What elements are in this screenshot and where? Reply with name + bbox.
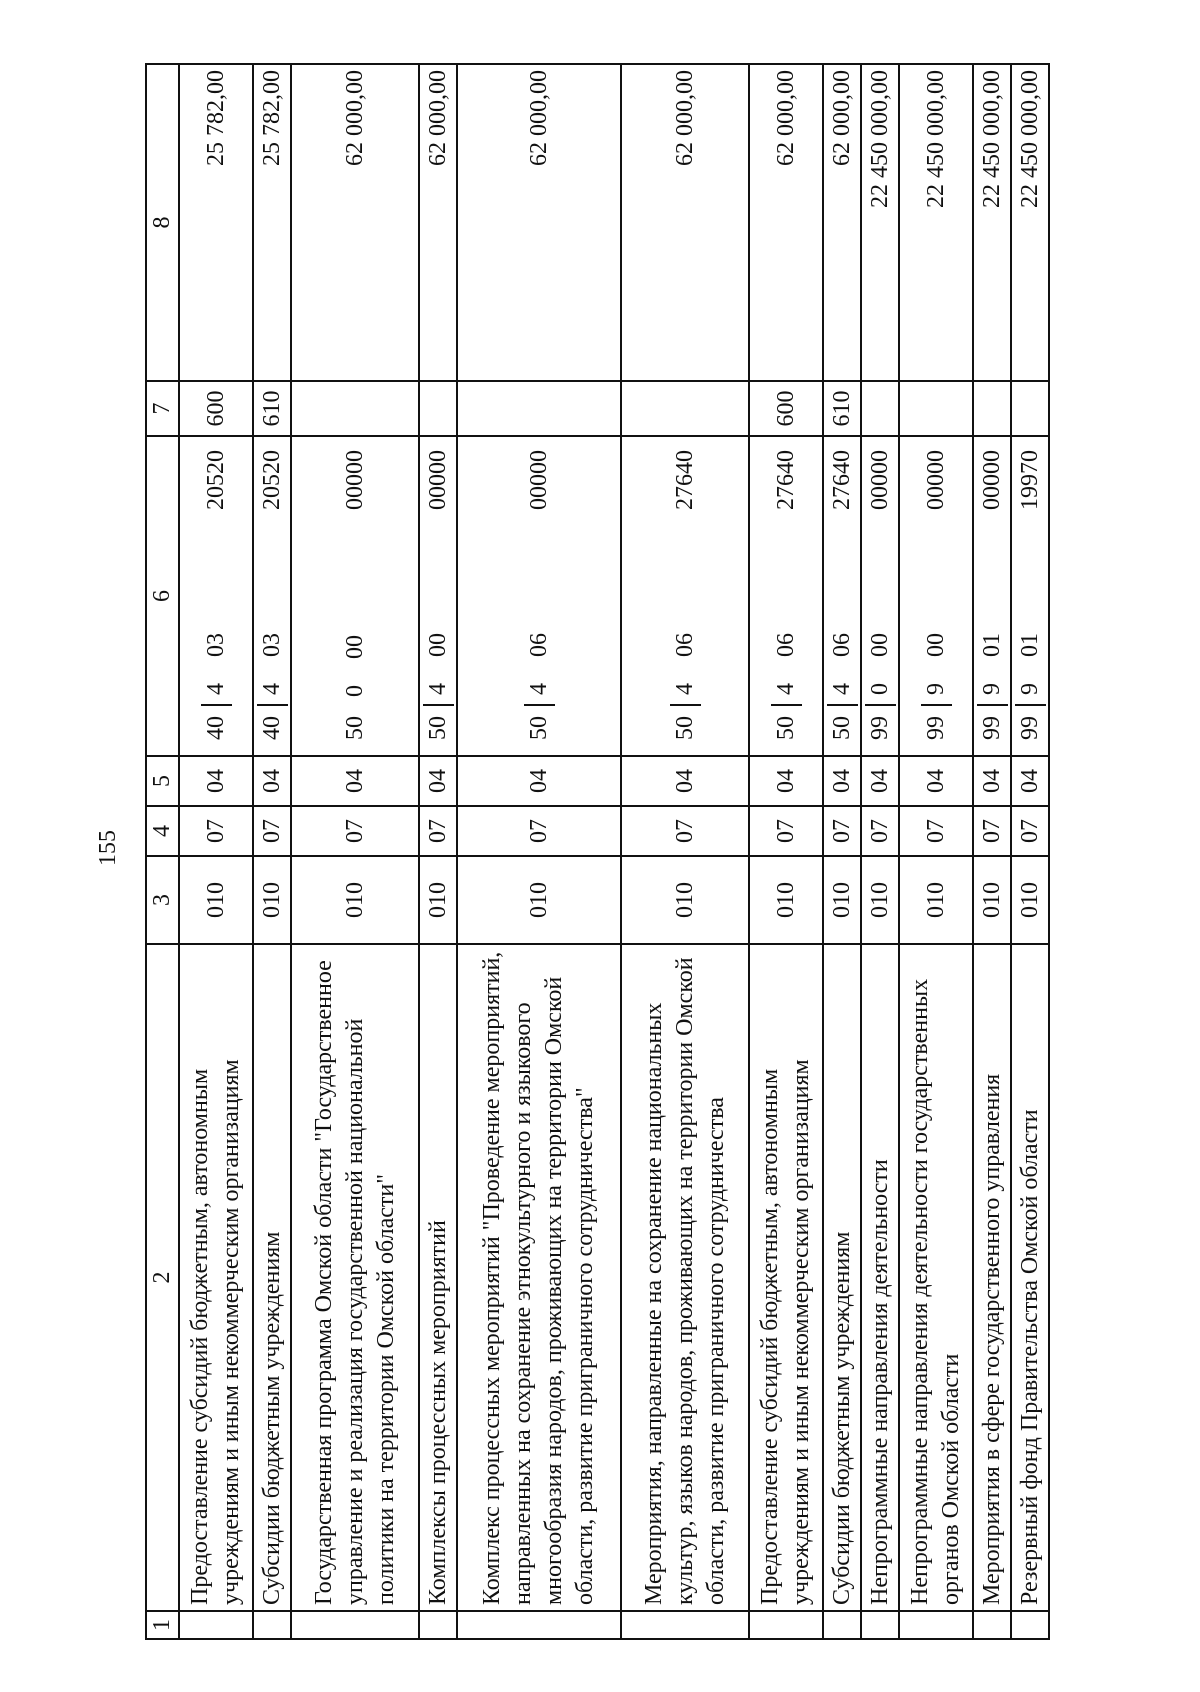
admin-code-cell: 010 bbox=[291, 856, 419, 944]
direction-code: 27640 bbox=[671, 450, 698, 510]
target-article-cell bbox=[179, 436, 253, 756]
event-code: 00 bbox=[424, 633, 451, 657]
section-code-cell: 07 bbox=[457, 806, 621, 856]
event-code: 06 bbox=[828, 633, 855, 657]
admin-code-cell: 010 bbox=[899, 856, 973, 944]
amount-cell: 25 782,00 bbox=[253, 64, 291, 381]
section-code-cell: 07 bbox=[419, 806, 457, 856]
row-index-cell bbox=[823, 1611, 861, 1639]
amount-cell: 62 000,00 bbox=[291, 64, 419, 381]
expense-type-cell bbox=[457, 381, 621, 436]
amount-cell: 62 000,00 bbox=[621, 64, 749, 381]
subsection-code-cell: 04 bbox=[861, 756, 899, 806]
table-row bbox=[621, 64, 749, 1639]
subprogram-code: 9 bbox=[978, 683, 1005, 695]
row-index-cell bbox=[861, 1611, 899, 1639]
row-name-cell: Государственная программа Омской области "Государственное управление и реализация государственной национальной политики на территории Омской области" bbox=[291, 944, 419, 1611]
section-code-cell: 07 bbox=[899, 806, 973, 856]
event-code: 00 bbox=[866, 633, 893, 657]
program-code: 40 bbox=[201, 704, 232, 750]
direction-code: 00000 bbox=[341, 450, 368, 510]
subprogram-code: 4 bbox=[258, 683, 285, 695]
target-article-parts bbox=[257, 442, 288, 750]
subprogram-code: 4 bbox=[202, 683, 229, 695]
amount-cell: 22 450 000,00 bbox=[899, 64, 973, 381]
section-code-cell: 07 bbox=[973, 806, 1011, 856]
expense-type-cell bbox=[899, 381, 973, 436]
admin-code-cell: 010 bbox=[457, 856, 621, 944]
subsection-code-cell: 04 bbox=[253, 756, 291, 806]
admin-code-cell: 010 bbox=[861, 856, 899, 944]
admin-code-cell: 010 bbox=[253, 856, 291, 944]
subsection-code-cell: 04 bbox=[621, 756, 749, 806]
expense-type-cell bbox=[621, 381, 749, 436]
direction-code: 20520 bbox=[202, 450, 229, 510]
row-name-cell: Мероприятия в сфере государственного управления bbox=[973, 944, 1011, 1611]
expense-type-cell bbox=[861, 381, 899, 436]
event-code: 03 bbox=[202, 633, 229, 657]
target-article-parts bbox=[524, 442, 555, 750]
event-code: 00 bbox=[922, 633, 949, 657]
header-cell: 7 bbox=[146, 381, 179, 436]
target-article-parts bbox=[201, 442, 232, 750]
direction-code: 00000 bbox=[866, 450, 893, 510]
target-article-cell bbox=[291, 436, 419, 756]
row-name-cell: Предоставление субсидий бюджетным, автономным учреждениям и иным некоммерческим организациям bbox=[179, 944, 253, 1611]
amount-cell: 25 782,00 bbox=[179, 64, 253, 381]
section-code-cell: 07 bbox=[861, 806, 899, 856]
event-code: 06 bbox=[772, 633, 799, 657]
row-index-cell bbox=[419, 1611, 457, 1639]
subprogram-code: 0 bbox=[341, 685, 368, 697]
section-code-cell: 07 bbox=[179, 806, 253, 856]
table-row bbox=[973, 64, 1011, 1639]
amount-cell: 22 450 000,00 bbox=[973, 64, 1011, 381]
rotated-table-container bbox=[145, 65, 1085, 1640]
direction-code: 00000 bbox=[525, 450, 552, 510]
target-article-parts bbox=[670, 442, 701, 750]
table-row bbox=[823, 64, 861, 1639]
direction-code: 19970 bbox=[1016, 450, 1043, 510]
program-code: 99 bbox=[977, 704, 1008, 750]
program-code: 50 bbox=[670, 704, 701, 750]
header-cell: 6 bbox=[146, 436, 179, 756]
amount-cell: 62 000,00 bbox=[457, 64, 621, 381]
subprogram-code: 4 bbox=[772, 683, 799, 695]
table-row bbox=[1011, 64, 1049, 1639]
subprogram-code: 9 bbox=[1016, 683, 1043, 695]
header-cell: 1 bbox=[146, 1611, 179, 1639]
header-cell: 5 bbox=[146, 756, 179, 806]
amount-cell: 22 450 000,00 bbox=[861, 64, 899, 381]
page-number: 155 bbox=[95, 830, 121, 866]
expense-type-cell: 600 bbox=[749, 381, 823, 436]
admin-code-cell: 010 bbox=[419, 856, 457, 944]
program-code: 99 bbox=[865, 704, 896, 750]
subsection-code-cell: 04 bbox=[179, 756, 253, 806]
row-name-cell: Непрограммные направления деятельности государственных органов Омской области bbox=[899, 944, 973, 1611]
expense-type-cell bbox=[973, 381, 1011, 436]
subsection-code-cell: 04 bbox=[457, 756, 621, 806]
direction-code: 27640 bbox=[772, 450, 799, 510]
section-code-cell: 07 bbox=[621, 806, 749, 856]
event-code: 01 bbox=[978, 633, 1005, 657]
program-code: 50 bbox=[341, 716, 368, 740]
event-code: 06 bbox=[525, 633, 552, 657]
target-article-cell bbox=[899, 436, 973, 756]
direction-code: 00000 bbox=[424, 450, 451, 510]
target-article-cell bbox=[253, 436, 291, 756]
amount-cell: 22 450 000,00 bbox=[1011, 64, 1049, 381]
admin-code-cell: 010 bbox=[749, 856, 823, 944]
program-code: 99 bbox=[1015, 704, 1046, 750]
expense-type-cell: 600 bbox=[179, 381, 253, 436]
row-name-cell: Субсидии бюджетным учреждениям bbox=[823, 944, 861, 1611]
expense-type-cell: 610 bbox=[253, 381, 291, 436]
row-name-cell: Комплекс процессных мероприятий "Проведение мероприятий, направленных на сохранение этнокультурного и языкового многообразия народов, проживающих на территории Омской области, развитие приграничного сотрудничества" bbox=[457, 944, 621, 1611]
table-row bbox=[253, 64, 291, 1639]
target-article-cell bbox=[823, 436, 861, 756]
row-index-cell bbox=[1011, 1611, 1049, 1639]
admin-code-cell: 010 bbox=[973, 856, 1011, 944]
direction-code: 00000 bbox=[922, 450, 949, 510]
row-name-cell: Комплексы процессных мероприятий bbox=[419, 944, 457, 1611]
admin-code-cell: 010 bbox=[1011, 856, 1049, 944]
subsection-code-cell: 04 bbox=[749, 756, 823, 806]
target-article-parts bbox=[865, 442, 896, 750]
section-code-cell: 07 bbox=[291, 806, 419, 856]
target-article-cell bbox=[1011, 436, 1049, 756]
subsection-code-cell: 04 bbox=[823, 756, 861, 806]
direction-code: 00000 bbox=[978, 450, 1005, 510]
row-index-cell bbox=[621, 1611, 749, 1639]
program-code: 99 bbox=[921, 704, 952, 750]
subprogram-code: 4 bbox=[828, 683, 855, 695]
subsection-code-cell: 04 bbox=[419, 756, 457, 806]
row-index-cell bbox=[749, 1611, 823, 1639]
target-article-parts bbox=[771, 442, 802, 750]
expense-type-cell: 610 bbox=[823, 381, 861, 436]
table-row bbox=[749, 64, 823, 1639]
row-index-cell bbox=[457, 1611, 621, 1639]
program-code: 50 bbox=[524, 704, 555, 750]
table-row bbox=[291, 64, 419, 1639]
row-name-cell: Мероприятия, направленные на сохранение национальных культур, языков народов, проживающих на территории Омской области, развитие приграничного сотрудничества bbox=[621, 944, 749, 1611]
target-article-parts bbox=[1015, 442, 1046, 750]
table-row bbox=[179, 64, 253, 1639]
section-code-cell: 07 bbox=[1011, 806, 1049, 856]
target-article-cell bbox=[861, 436, 899, 756]
admin-code-cell: 010 bbox=[179, 856, 253, 944]
table-header-row bbox=[146, 64, 179, 1639]
table-row bbox=[899, 64, 973, 1639]
target-article-parts bbox=[340, 442, 371, 750]
target-article-cell bbox=[419, 436, 457, 756]
subprogram-code: 0 bbox=[866, 683, 893, 695]
admin-code-cell: 010 bbox=[823, 856, 861, 944]
amount-cell: 62 000,00 bbox=[419, 64, 457, 381]
event-code: 03 bbox=[258, 633, 285, 657]
row-name-cell: Предоставление субсидий бюджетным, автономным учреждениям и иным некоммерческим организациям bbox=[749, 944, 823, 1611]
subsection-code-cell: 04 bbox=[1011, 756, 1049, 806]
event-code: 00 bbox=[341, 635, 368, 659]
expense-type-cell bbox=[419, 381, 457, 436]
header-cell: 4 bbox=[146, 806, 179, 856]
event-code: 06 bbox=[671, 633, 698, 657]
direction-code: 20520 bbox=[258, 450, 285, 510]
table-body bbox=[179, 64, 1049, 1639]
amount-cell: 62 000,00 bbox=[823, 64, 861, 381]
target-article-cell bbox=[621, 436, 749, 756]
row-index-cell bbox=[179, 1611, 253, 1639]
target-article-parts bbox=[977, 442, 1008, 750]
row-name-cell: Резервный фонд Правительства Омской области bbox=[1011, 944, 1049, 1611]
header-cell: 2 bbox=[146, 944, 179, 1611]
subsection-code-cell: 04 bbox=[291, 756, 419, 806]
subprogram-code: 9 bbox=[922, 683, 949, 695]
budget-table bbox=[145, 63, 1050, 1640]
program-code: 50 bbox=[827, 704, 858, 750]
header-cell: 3 bbox=[146, 856, 179, 944]
program-code: 40 bbox=[257, 704, 288, 750]
table-row bbox=[457, 64, 621, 1639]
row-index-cell bbox=[253, 1611, 291, 1639]
target-article-cell bbox=[749, 436, 823, 756]
subprogram-code: 4 bbox=[424, 683, 451, 695]
section-code-cell: 07 bbox=[749, 806, 823, 856]
subprogram-code: 4 bbox=[525, 683, 552, 695]
event-code: 01 bbox=[1016, 633, 1043, 657]
subprogram-code: 4 bbox=[671, 683, 698, 695]
subsection-code-cell: 04 bbox=[899, 756, 973, 806]
table-row bbox=[861, 64, 899, 1639]
row-name-cell: Субсидии бюджетным учреждениям bbox=[253, 944, 291, 1611]
section-code-cell: 07 bbox=[253, 806, 291, 856]
row-index-cell bbox=[291, 1611, 419, 1639]
expense-type-cell bbox=[291, 381, 419, 436]
expense-type-cell bbox=[1011, 381, 1049, 436]
row-index-cell bbox=[899, 1611, 973, 1639]
target-article-cell bbox=[457, 436, 621, 756]
target-article-cell bbox=[973, 436, 1011, 756]
row-index-cell bbox=[973, 1611, 1011, 1639]
section-code-cell: 07 bbox=[823, 806, 861, 856]
target-article-parts bbox=[423, 442, 454, 750]
admin-code-cell: 010 bbox=[621, 856, 749, 944]
amount-cell: 62 000,00 bbox=[749, 64, 823, 381]
target-article-parts bbox=[827, 442, 858, 750]
direction-code: 27640 bbox=[828, 450, 855, 510]
header-cell: 8 bbox=[146, 64, 179, 381]
subsection-code-cell: 04 bbox=[973, 756, 1011, 806]
target-article-parts bbox=[921, 442, 952, 750]
program-code: 50 bbox=[423, 704, 454, 750]
row-name-cell: Непрограммные направления деятельности bbox=[861, 944, 899, 1611]
program-code: 50 bbox=[771, 704, 802, 750]
table-row bbox=[419, 64, 457, 1639]
